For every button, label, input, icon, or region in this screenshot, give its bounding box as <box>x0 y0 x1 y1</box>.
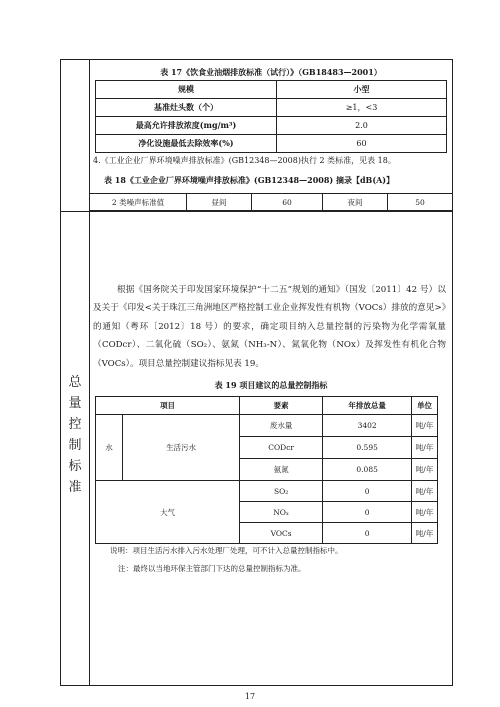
table19-amount: 0 <box>323 502 412 523</box>
table19-unit: 吨/年 <box>412 481 438 502</box>
table17-row-label: 基准灶头数（个） <box>96 99 277 117</box>
table19-element: 氨氮 <box>240 459 323 481</box>
table19-header-amount: 年排放总量 <box>323 397 412 415</box>
frame-divider <box>89 59 90 686</box>
table18-night-value: 50 <box>388 194 453 211</box>
table19-water-label: 水 <box>96 415 123 481</box>
side-char: 控 <box>68 417 82 432</box>
table17-row-value: 60 <box>277 135 447 153</box>
side-char: 准 <box>68 480 82 495</box>
table17-header-scale: 规模 <box>96 81 277 99</box>
table19-element: NOₓ <box>240 502 323 523</box>
table17 <box>95 80 447 153</box>
frame-bottom <box>60 685 453 686</box>
table19-unit: 吨/年 <box>412 523 438 544</box>
table19-unit: 吨/年 <box>412 437 438 459</box>
body-paragraph: 根据《国务院关于印发国家环境保护“十二五”规划的通知》（国发〔2011〕42 号）以及关于《印发<关于珠江三角洲地区严格控制工业企业挥发性有机物（VOCs）排放的意见>》的通知（粤环〔2012〕18 号）的要求，确定项目纳入总量控制的污染物为化学需氧量（CODcr）、二氧化硫（SO₂）、氨氮（NH₃-N）、氮氧化物（NOx）及挥发性有机化合物（VOCs）。项目总量控制建议指标见表 19。 <box>93 285 446 369</box>
table19-element: SO₂ <box>240 481 323 502</box>
table17-row-value: 2.0 <box>277 117 447 135</box>
table19-amount: 0.085 <box>323 459 412 481</box>
table19-amount: 0.595 <box>323 437 412 459</box>
frame-top <box>60 59 453 60</box>
note-explanation: 说明：项目生活污水排入污水处理厂处理，可不计入总量控制指标中。 <box>110 546 343 555</box>
table19-header-unit: 单位 <box>412 397 438 415</box>
table17-row-label: 最高允许排放浓度(mg/m³) <box>96 117 277 135</box>
table19-caption: 表 19 项目建议的总量控制指标 <box>214 380 328 390</box>
side-char: 标 <box>68 459 82 474</box>
table19-unit: 吨/年 <box>412 415 438 437</box>
table17-row-value: ≥1，<3 <box>277 99 447 117</box>
table18-day-value: 60 <box>252 194 323 211</box>
table19-amount: 0 <box>323 523 412 544</box>
table17-caption: 表 17《饮食业油烟排放标准（试行）》（GB18483—2001） <box>160 67 382 77</box>
table18-night: 夜间 <box>323 194 388 211</box>
table19 <box>95 396 438 544</box>
table19-unit: 吨/年 <box>412 502 438 523</box>
table18-caption: 表 18《工业企业厂界环境噪声排放标准》(GB12348—2008) 摘录【dB(A)】 <box>104 175 395 185</box>
table18-day: 昼间 <box>187 194 252 211</box>
side-label <box>61 372 89 498</box>
table19-header-element: 要素 <box>240 397 323 415</box>
side-char: 量 <box>68 396 82 411</box>
section-divider <box>60 211 453 212</box>
frame-right <box>452 59 453 686</box>
side-char: 制 <box>68 438 82 453</box>
table17-header-small: 小型 <box>277 81 447 99</box>
note-table18: 4.《工业企业厂界环境噪声排放标准》(GB12348—2008)执行 2 类标准，见表 18。 <box>93 156 396 165</box>
table19-amount: 3402 <box>323 415 412 437</box>
table19-element: 废水量 <box>240 415 323 437</box>
table19-unit: 吨/年 <box>412 459 438 481</box>
note-final: 注：最终以当地环保主管部门下达的总量控制指标为准。 <box>118 564 306 573</box>
table19-header-item: 项目 <box>96 397 240 415</box>
table19-element: CODcr <box>240 437 323 459</box>
side-char: 总 <box>68 375 82 390</box>
table19-air-label: 大气 <box>96 481 240 544</box>
table18 <box>89 193 453 211</box>
table19-water-sub: 生活污水 <box>123 415 240 481</box>
table19-element: VOCs <box>240 523 323 544</box>
table19-amount: 0 <box>323 481 412 502</box>
page-number: 17 <box>244 692 256 701</box>
table17-row-label: 净化设施最低去除效率(%) <box>96 135 277 153</box>
table18-label: 2 类噪声标准值 <box>90 194 187 211</box>
